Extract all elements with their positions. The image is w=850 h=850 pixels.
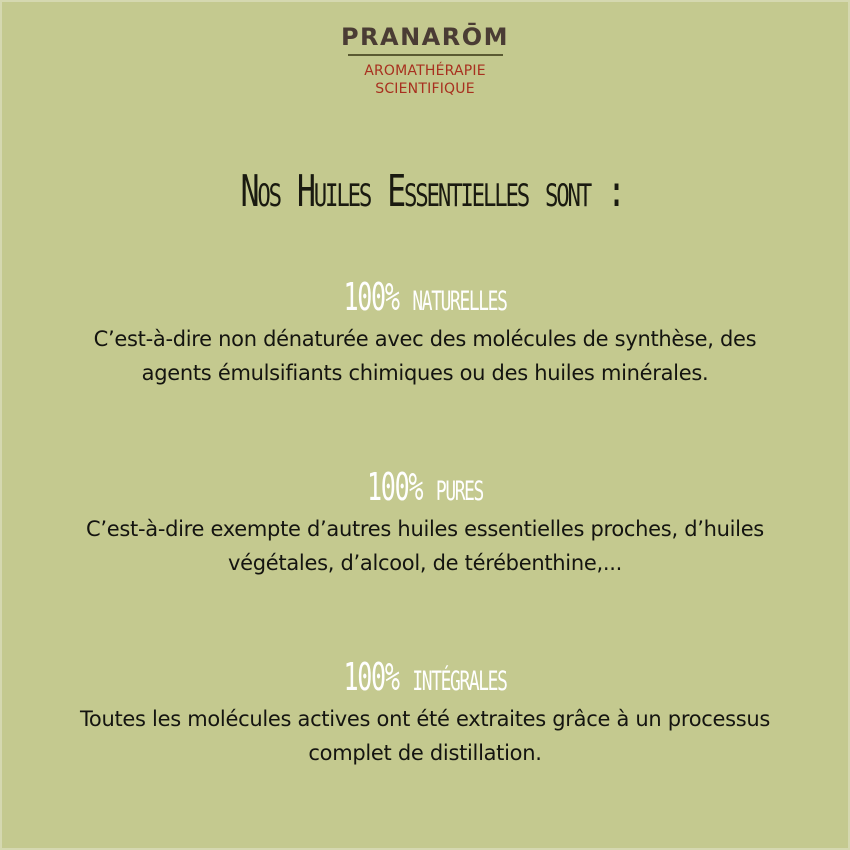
section-pures [0, 464, 850, 580]
description-line: C’est-à-dire non dénaturée avec des molécules de synthèse, des [93, 327, 757, 351]
section-naturelles [0, 274, 850, 390]
description-line: C’est-à-dire exempte d’autres huiles essentielles proches, d’huiles [86, 517, 764, 541]
brand-subtitle-line1: AROMATHÉRAPIE [364, 62, 486, 79]
brand-logo [0, 22, 850, 98]
description-line: complet de distillation. [308, 741, 542, 765]
brand-subtitle-line2: SCIENTIFIQUE [375, 80, 475, 97]
logo-divider [348, 54, 503, 56]
section-integrales [0, 654, 850, 770]
description-line: agents émulsifiants chimiques ou des huiles minérales. [141, 361, 709, 385]
section-description [0, 702, 850, 770]
section-heading: 100% naturelles [343, 275, 507, 319]
description-line: Toutes les molécules actives ont été extraites grâce à un processus [79, 707, 771, 731]
section-heading: 100% pures [367, 465, 483, 509]
brand-name: PRANARŌM [340, 23, 510, 51]
section-description [0, 322, 850, 390]
section-description [0, 512, 850, 580]
section-heading: 100% intégrales [343, 655, 507, 699]
description-line: végétales, d’alcool, de térébenthine,... [228, 551, 622, 575]
page-title: Nos Huiles Essentielles sont : [240, 166, 624, 217]
